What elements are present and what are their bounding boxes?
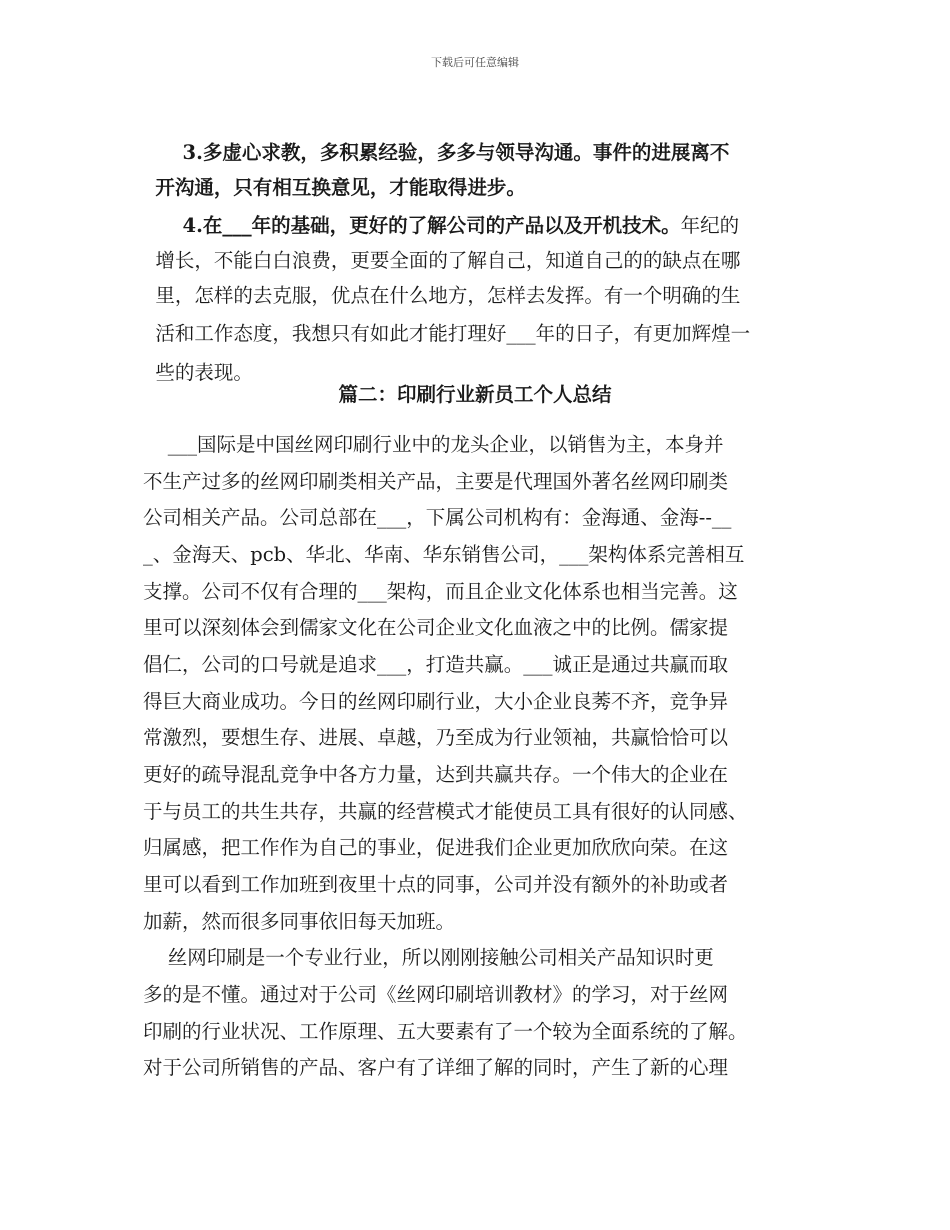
paragraph-line: 印刷的行业状况、工作原理、五大要素有了一个较为全面系统的了解。 <box>143 1020 748 1043</box>
paragraph-line: 公司相关产品。公司总部在___，下属公司机构有：金海通、金海--__ <box>143 506 732 529</box>
paragraph-line: 里可以深刻体会到儒家文化在公司企业文化血液之中的比例。儒家提 <box>143 616 729 639</box>
paragraph-line: 支撑。公司不仅有合理的___架构，而且企业文化体系也相当完善。这 <box>143 580 738 603</box>
paragraph-line: 多的是不懂。通过对于公司《丝网印刷培训教材》的学习，对于丝网 <box>143 983 729 1006</box>
paragraph-line: _、金海天、pcb、华北、华南、华东销售公司，___架构体系完善相互 <box>143 543 745 566</box>
paragraph-line: 加薪，然而很多同事依旧每天加班。 <box>143 910 456 933</box>
paragraph-line: 得巨大商业成功。今日的丝网印刷行业，大小企业良莠不齐，竞争异 <box>143 690 729 713</box>
text-run: 3.多虚心求教，多积累经验，多多与领导沟通。事件的进展离不 <box>155 141 730 164</box>
text-run: 开沟通，只有相互换意见，才能取得进步。 <box>155 176 526 199</box>
text-line <box>143 334 253 386</box>
paragraph-line: 于与员工的共生共存，共赢的经营模式才能使员工具有很好的认同感、 <box>143 800 748 823</box>
paragraph-line: 不生产过多的丝网印刷类相关产品，主要是代理国外著名丝网印刷类 <box>143 470 729 493</box>
page-header: 下载后可任意编辑 <box>431 56 519 69</box>
text-run: 里，怎样的去克服，优点在什么地方，怎样去发挥。有一个明确的生 <box>155 284 741 307</box>
paragraph-line: ___国际是中国丝网印刷行业中的龙头企业，以销售为主，本身并 <box>143 433 724 456</box>
paragraph-line: 里可以看到工作加班到夜里十点的同事，公司并没有额外的补助或者 <box>143 873 729 896</box>
text-run: 增长，不能白白浪费，更要全面的了解自己，知道自己的的缺点在哪 <box>155 249 741 272</box>
text-run: 活和工作态度，我想只有如此才能打理好___年的日子，有更加辉煌一 <box>155 322 751 345</box>
text-run: 年纪的 <box>680 214 740 237</box>
paragraph-line: 对于公司所销售的产品、客户有了详细了解的同时，产生了新的心理 <box>143 1056 729 1079</box>
paragraph-line: 归属感，把工作作为自己的事业，促进我们企业更加欣欣向荣。在这 <box>143 836 729 859</box>
text-run: 4.在___年的基础，更好的了解公司的产品以及开机技术。 <box>155 214 681 237</box>
section-title: 篇二：印刷行业新员工个人总结 <box>338 383 612 406</box>
paragraph-line: 更好的疏导混乱竞争中各方力量，达到共赢共存。一个伟大的企业在 <box>143 763 729 786</box>
paragraph-line: 常激烈，要想生存、进展、卓越，乃至成为行业领袖，共赢恰恰可以 <box>143 726 729 749</box>
paragraph-line: 丝网印刷是一个专业行业，所以刚刚接触公司相关产品知识时更 <box>143 946 714 969</box>
paragraph-line: 倡仁，公司的口号就是追求___，打造共赢。___诚正是通过共赢而取 <box>143 653 729 676</box>
text-run: 些的表现。 <box>155 361 253 384</box>
